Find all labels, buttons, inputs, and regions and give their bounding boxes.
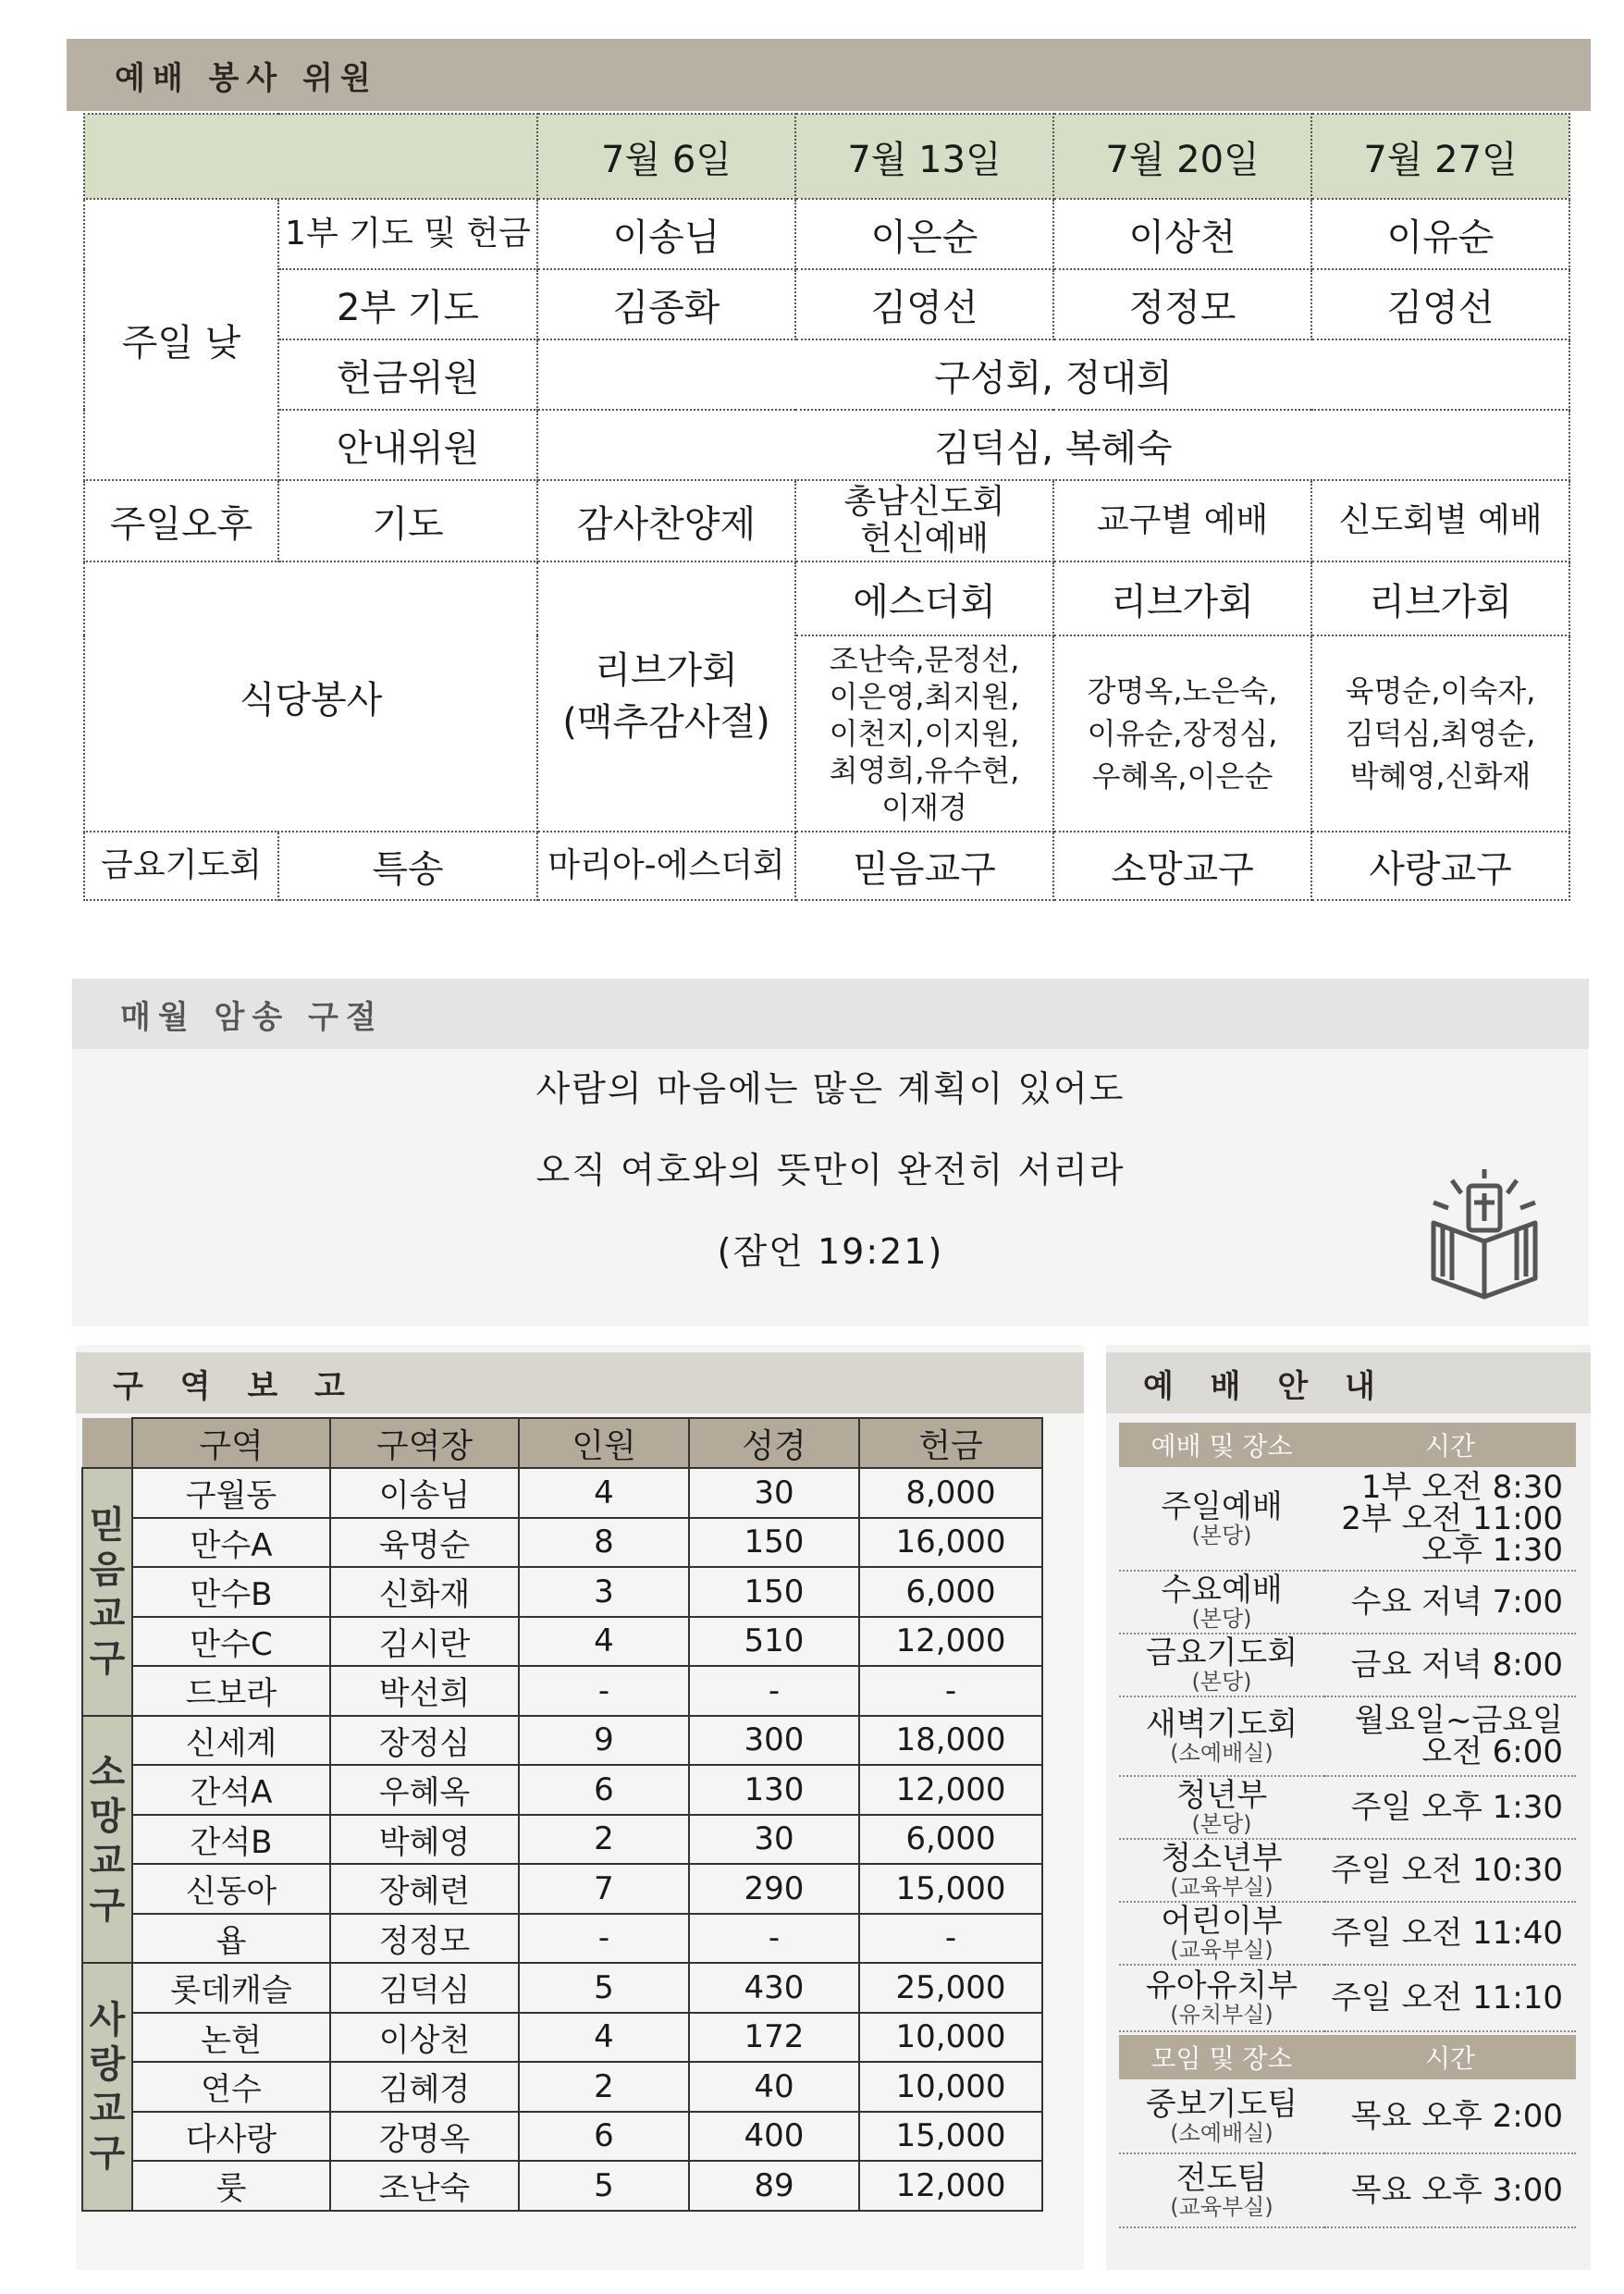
table-cell: 6 [519, 2112, 689, 2162]
table-cell: 10,000 [859, 2062, 1042, 2112]
table-cell: 6,000 [859, 1567, 1042, 1617]
column-header: 헌금 [859, 1418, 1042, 1468]
cell: 이유순 [1311, 199, 1569, 269]
table-cell: 30 [689, 1468, 859, 1518]
team-cell: 리브가회 [1311, 561, 1569, 635]
guide-time: 월요일~금요일 오전 6:00 [1324, 1696, 1576, 1776]
table-row [84, 410, 1569, 480]
table-cell: 290 [689, 1864, 859, 1914]
row-label: 헌금위원 [278, 339, 537, 410]
worship-guide-title: 예 배 안 내 [1143, 1367, 1388, 1405]
merged-cell: 구성회, 정대희 [537, 339, 1569, 410]
table-row [1119, 1902, 1576, 1965]
table-cell: 박선희 [330, 1666, 519, 1716]
meeting-guide-table [1119, 2035, 1576, 2228]
table-cell: 다사랑 [132, 2112, 330, 2162]
table-cell: 5 [519, 1963, 689, 2013]
table-cell: 6 [519, 1765, 689, 1815]
table-row [82, 1765, 1042, 1815]
table-cell: 이상천 [330, 2013, 519, 2063]
table-cell: 16,000 [859, 1518, 1042, 1568]
table-cell: 12,000 [859, 1617, 1042, 1667]
table-row [1119, 2079, 1576, 2153]
table-cell: 4 [519, 1617, 689, 1667]
table-row [1119, 1423, 1576, 1467]
members-cell: 강명옥,노은숙, 이유순,장정심, 우혜옥,이은순 [1053, 635, 1311, 832]
guide-time: 금요 저녁 8:00 [1324, 1634, 1576, 1696]
cell: 마리아-에스더회 [537, 832, 795, 900]
cell: 교구별 예배 [1053, 480, 1311, 561]
table-row [84, 114, 1569, 199]
guide-place: (교육부실) [1170, 1874, 1273, 1900]
table-cell: 만수A [132, 1518, 330, 1568]
table-row [1119, 1571, 1576, 1634]
table-cell: 12,000 [859, 2161, 1042, 2211]
table-row [1119, 1634, 1576, 1696]
table-cell: 욥 [132, 1914, 330, 1964]
table-cell: 150 [689, 1518, 859, 1568]
column-header: 시간 [1324, 2035, 1576, 2079]
guide-name-cell [1119, 1965, 1324, 2031]
table-cell: 130 [689, 1765, 859, 1815]
verse-reference: (잠언 19:21) [717, 1231, 944, 1272]
table-cell: 172 [689, 2013, 859, 2063]
worship-staff-header [67, 39, 1591, 111]
table-cell: - [689, 1666, 859, 1716]
table-cell: 간석B [132, 1815, 330, 1865]
table-cell: 8,000 [859, 1468, 1042, 1518]
column-header: 시간 [1324, 1423, 1576, 1467]
column-header: 인원 [519, 1418, 689, 1468]
guide-time: 목요 오후 2:00 [1324, 2079, 1576, 2153]
guide-time: 1부 오전 8:30 2부 오전 11:00 오후 1:30 [1324, 1467, 1576, 1571]
cell: 김영선 [1311, 269, 1569, 339]
column-header: 예배 및 장소 [1119, 1423, 1324, 1467]
table-cell: 150 [689, 1567, 859, 1617]
table-cell: 30 [689, 1815, 859, 1865]
table-row [82, 1418, 1042, 1468]
verse-line-2: 오직 여호와의 뜻만이 완전히 서리라 [535, 1150, 1126, 1190]
worship-guide-table [1119, 1423, 1576, 2032]
column-header: 구역 [132, 1418, 330, 1468]
guide-time: 수요 저녁 7:00 [1324, 1571, 1576, 1634]
column-header: 모임 및 장소 [1119, 2035, 1324, 2079]
table-cell: 조난숙 [330, 2161, 519, 2211]
worship-guide-header [1106, 1352, 1591, 1413]
table-cell: 김시란 [330, 1617, 519, 1667]
table-cell: 장혜련 [330, 1864, 519, 1914]
cafeteria-label: 식당봉사 [84, 561, 537, 832]
table-cell: 육명순 [330, 1518, 519, 1568]
memory-verse-title: 매월 암송 구절 [120, 998, 384, 1036]
table-row [1119, 1696, 1576, 1776]
row-label: 안내위원 [278, 410, 537, 480]
merged-cell: 김덕심, 복혜숙 [537, 410, 1569, 480]
table-cell: - [859, 1666, 1042, 1716]
date-cell: 7월 20일 [1053, 114, 1311, 199]
table-cell: 우혜옥 [330, 1765, 519, 1815]
date-cell: 7월 6일 [537, 114, 795, 199]
table-cell: 400 [689, 2112, 859, 2162]
table-cell: 만수B [132, 1567, 330, 1617]
cell: 김종화 [537, 269, 795, 339]
table-row [82, 1567, 1042, 1617]
cell: 믿음교구 [795, 832, 1053, 900]
guide-place: (본당) [1191, 1669, 1252, 1695]
table-cell: 6,000 [859, 1815, 1042, 1865]
cell: 소망교구 [1053, 832, 1311, 900]
table-cell: 롯데캐슬 [132, 1963, 330, 2013]
table-cell: 5 [519, 2161, 689, 2211]
table-row [82, 2112, 1042, 2162]
column-header: 구역장 [330, 1418, 519, 1468]
table-row [1119, 2153, 1576, 2227]
table-row [1119, 1467, 1576, 1571]
table-cell: - [519, 1914, 689, 1964]
guide-time: 주일 오전 11:40 [1324, 1902, 1576, 1965]
table-row [82, 2013, 1042, 2063]
table-row [1119, 2035, 1576, 2079]
guide-place: (유치부실) [1170, 2002, 1273, 2028]
table-row [84, 199, 1569, 269]
cell: 신도회별 예배 [1311, 480, 1569, 561]
row-label: 기도 [278, 480, 537, 561]
memory-verse-header [72, 979, 1589, 1049]
column-header: 성경 [689, 1418, 859, 1468]
guide-place: (교육부실) [1170, 2194, 1273, 2220]
cell: 이송님 [537, 199, 795, 269]
table-row [82, 1468, 1042, 1518]
table-cell: 연수 [132, 2062, 330, 2112]
table-cell: 이송님 [330, 1468, 519, 1518]
table-cell: 장정심 [330, 1716, 519, 1766]
table-row [82, 1716, 1042, 1766]
table-row [82, 1518, 1042, 1568]
cell: 이은순 [795, 199, 1053, 269]
guide-name-cell [1119, 1902, 1324, 1965]
guide-name-cell [1119, 1467, 1324, 1571]
district-report-title: 구 역 보 고 [113, 1367, 358, 1405]
table-cell: 만수C [132, 1617, 330, 1667]
district-report-header [76, 1352, 1084, 1413]
table-row [82, 2062, 1042, 2112]
table-row [1119, 1776, 1576, 1839]
table-cell: 2 [519, 1815, 689, 1865]
guide-name-cell [1119, 2079, 1324, 2153]
table-cell: 15,000 [859, 2112, 1042, 2162]
table-cell: 간석A [132, 1765, 330, 1815]
table-cell: 강명옥 [330, 2112, 519, 2162]
table-cell: 510 [689, 1617, 859, 1667]
guide-name: 유아유치부 [1145, 1967, 1298, 2004]
table-cell: 9 [519, 1716, 689, 1766]
table-cell: - [689, 1914, 859, 1964]
guide-time: 주일 오전 10:30 [1324, 1839, 1576, 1902]
table-cell: - [859, 1914, 1042, 1964]
table-cell: 12,000 [859, 1765, 1042, 1815]
district-group-label: 믿음교구 [82, 1468, 132, 1716]
table-row [84, 269, 1569, 339]
cell: 김영선 [795, 269, 1053, 339]
table-row [82, 1914, 1042, 1964]
team-cell: 리브가회 [1053, 561, 1311, 635]
guide-place: (교육부실) [1170, 1937, 1273, 1963]
bible-icon [1415, 1167, 1554, 1306]
table-row [82, 1617, 1042, 1667]
table-row [1119, 1965, 1576, 2031]
guide-name: 청년부 [1175, 1777, 1268, 1814]
cell: 사랑교구 [1311, 832, 1569, 900]
worship-staff-title: 예배 봉사 위원 [115, 59, 378, 97]
table-cell: 4 [519, 2013, 689, 2063]
guide-name-cell [1119, 2153, 1324, 2227]
table-row [82, 1963, 1042, 2013]
table-cell: 10,000 [859, 2013, 1042, 2063]
row-label: 2부 기도 [278, 269, 537, 339]
table-cell: 신화재 [330, 1567, 519, 1617]
guide-place: (본당) [1191, 1522, 1252, 1548]
row-label: 1부 기도 및 헌금 [278, 199, 537, 269]
guide-name: 청소년부 [1161, 1840, 1283, 1877]
table-cell: 430 [689, 1963, 859, 2013]
guide-name: 주일예배 [1161, 1487, 1283, 1525]
cell: 정정모 [1053, 269, 1311, 339]
table-row [82, 2161, 1042, 2211]
table-row [84, 480, 1569, 561]
table-row [82, 1666, 1042, 1716]
friday-group-label: 금요기도회 [84, 832, 278, 900]
members-cell: 육명순,이숙자, 김덕심,최영순, 박혜영,신화재 [1311, 635, 1569, 832]
sunday-group-label: 주일 낮 [84, 199, 278, 480]
guide-name: 어린이부 [1161, 1903, 1283, 1940]
guide-name: 수요예배 [1161, 1572, 1283, 1609]
table-cell: 40 [689, 2062, 859, 2112]
table-cell: 논현 [132, 2013, 330, 2063]
table-cell: 89 [689, 2161, 859, 2211]
cell: 이상천 [1053, 199, 1311, 269]
guide-name: 전도팀 [1175, 2160, 1268, 2197]
worship-staff-table [83, 113, 1570, 901]
table-cell: 3 [519, 1567, 689, 1617]
guide-name-cell [1119, 1776, 1324, 1839]
table-cell: 신동아 [132, 1864, 330, 1914]
table-cell: - [519, 1666, 689, 1716]
guide-place: (본당) [1191, 1811, 1252, 1837]
guide-name: 중보기도팀 [1145, 2085, 1298, 2123]
table-cell: 18,000 [859, 1716, 1042, 1766]
afternoon-group-label: 주일오후 [84, 480, 278, 561]
table-row [84, 832, 1569, 900]
table-row [84, 339, 1569, 410]
date-cell: 7월 27일 [1311, 114, 1569, 199]
table-row [84, 561, 1569, 635]
guide-name: 금요기도회 [1145, 1634, 1298, 1671]
guide-place: (소예배실) [1170, 2119, 1273, 2146]
members-cell: 조난숙,문정선, 이은영,최지원, 이천지,이지원, 최영희,유수현, 이재경 [795, 635, 1053, 832]
table-cell: 8 [519, 1518, 689, 1568]
table-cell: 구월동 [132, 1468, 330, 1518]
guide-name-cell [1119, 1634, 1324, 1696]
guide-time: 주일 오후 1:30 [1324, 1776, 1576, 1839]
guide-place: (소예배실) [1170, 1740, 1273, 1766]
cafeteria-first: 리브가회 (맥추감사절) [537, 561, 795, 832]
table-cell: 7 [519, 1864, 689, 1914]
table-cell: 정정모 [330, 1914, 519, 1964]
guide-time: 주일 오전 11:10 [1324, 1965, 1576, 2031]
table-cell: 300 [689, 1716, 859, 1766]
table-cell: 김덕심 [330, 1963, 519, 2013]
cell: 감사찬양제 [537, 480, 795, 561]
table-row [82, 1815, 1042, 1865]
table-cell: 15,000 [859, 1864, 1042, 1914]
table-cell: 김혜경 [330, 2062, 519, 2112]
row-label: 특송 [278, 832, 537, 900]
team-cell: 에스더회 [795, 561, 1053, 635]
table-cell: 드보라 [132, 1666, 330, 1716]
district-group-label: 소망교구 [82, 1716, 132, 1964]
guide-name-cell [1119, 1571, 1324, 1634]
table-cell: 25,000 [859, 1963, 1042, 2013]
table-cell: 박혜영 [330, 1815, 519, 1865]
table-cell: 2 [519, 2062, 689, 2112]
guide-name: 새벽기도회 [1145, 1706, 1298, 1743]
verse-line-1: 사람의 마음에는 많은 계획이 있어도 [535, 1068, 1126, 1109]
table-cell: 신세계 [132, 1716, 330, 1766]
guide-name-cell [1119, 1696, 1324, 1776]
district-report-table [81, 1417, 1043, 2212]
cell: 총남신도회 헌신예배 [795, 480, 1053, 561]
table-cell: 4 [519, 1468, 689, 1518]
table-row [82, 1864, 1042, 1914]
table-cell: 룻 [132, 2161, 330, 2211]
table-row [1119, 1839, 1576, 1902]
guide-place: (본당) [1191, 1606, 1252, 1632]
date-cell: 7월 13일 [795, 114, 1053, 199]
guide-time: 목요 오후 3:00 [1324, 2153, 1576, 2227]
guide-name-cell [1119, 1839, 1324, 1902]
district-group-label: 사랑교구 [82, 1963, 132, 2211]
